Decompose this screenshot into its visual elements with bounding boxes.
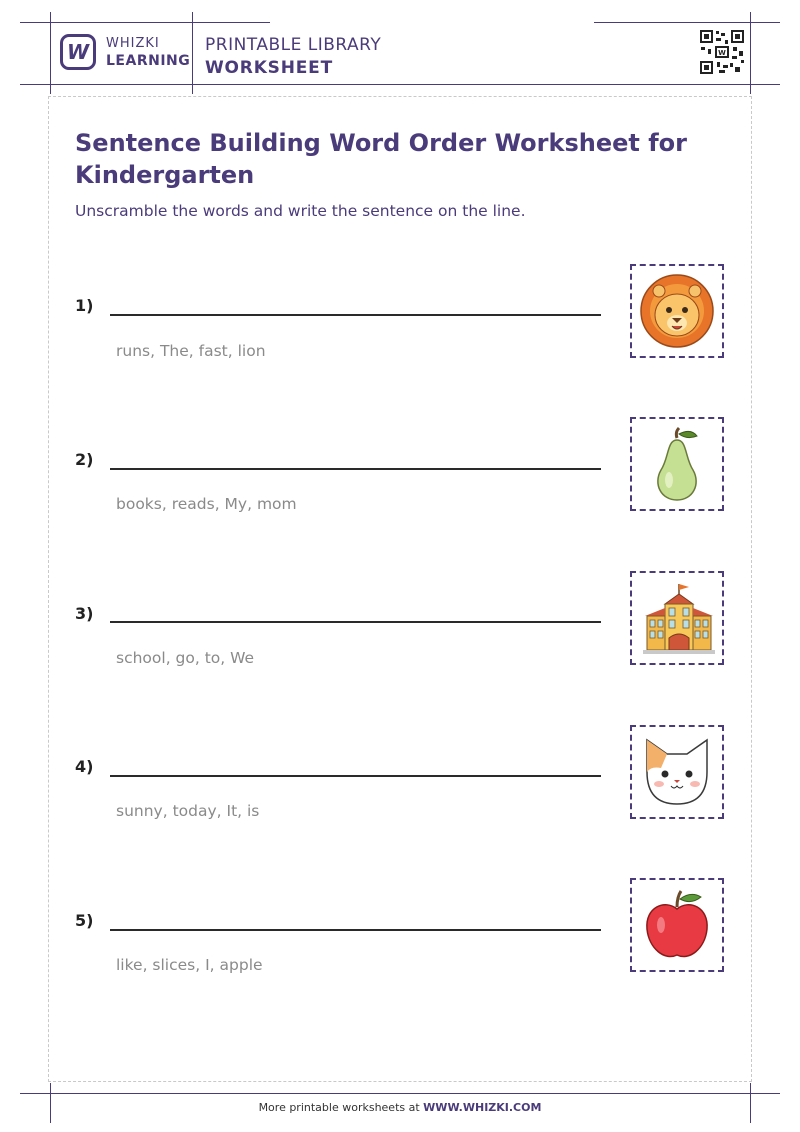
question-number: 1)	[75, 296, 94, 315]
header-rule-vertical-right	[750, 12, 751, 94]
pear-icon	[637, 424, 717, 504]
scrambled-words: like, slices, I, apple	[116, 956, 263, 974]
svg-text:W: W	[718, 49, 726, 57]
answer-line[interactable]	[110, 468, 601, 470]
worksheet-instructions: Unscramble the words and write the sentence on the line.	[75, 202, 526, 220]
question-number: 5)	[75, 911, 94, 930]
header-rule-vertical-left	[50, 12, 51, 94]
footer-text	[0, 1101, 800, 1114]
school-building-icon	[637, 578, 717, 658]
footer-link[interactable]: WWW.WHIZKI.COM	[423, 1101, 542, 1114]
worksheet-title: Sentence Building Word Order Worksheet for Kindergarten	[75, 129, 687, 189]
header-rule-top-left	[20, 22, 270, 23]
library-label: PRINTABLE LIBRARY	[205, 35, 382, 55]
picture-frame	[630, 878, 724, 972]
brand-name-line1: WHIZKI	[106, 36, 160, 51]
answer-line[interactable]	[110, 314, 601, 316]
lion-icon	[637, 271, 717, 351]
brand-name-line2: LEARNING	[106, 53, 191, 69]
footer-prefix: More printable worksheets at	[258, 1101, 424, 1114]
qr-code-icon[interactable]	[699, 29, 745, 75]
picture-frame	[630, 417, 724, 511]
picture-frame	[630, 264, 724, 358]
answer-line[interactable]	[110, 775, 601, 777]
header-rule-bottom	[20, 84, 780, 85]
cat-icon	[637, 732, 717, 812]
apple-icon	[637, 885, 717, 965]
worksheet-label: WORKSHEET	[205, 58, 333, 78]
question-number: 2)	[75, 450, 94, 469]
picture-frame	[630, 725, 724, 819]
scrambled-words: school, go, to, We	[116, 649, 255, 667]
question-number: 3)	[75, 604, 94, 623]
scrambled-words: sunny, today, It, is	[116, 802, 260, 820]
scrambled-words: runs, The, fast, lion	[116, 342, 266, 360]
header-rule-vertical-mid	[192, 12, 193, 94]
picture-frame	[630, 571, 724, 665]
answer-line[interactable]	[110, 621, 601, 623]
header-rule-top-right	[594, 22, 780, 23]
whizki-logo: W	[60, 34, 96, 70]
footer-rule	[20, 1093, 780, 1094]
scrambled-words: books, reads, My, mom	[116, 495, 297, 513]
answer-line[interactable]	[110, 929, 601, 931]
question-number: 4)	[75, 757, 94, 776]
